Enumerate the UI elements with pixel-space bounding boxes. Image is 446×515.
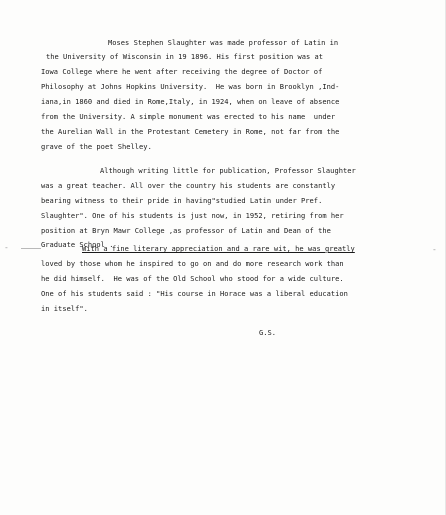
text-line: in itself". bbox=[41, 304, 88, 313]
text-line: loved by those whom he inspired to go on and do more research work than bbox=[41, 259, 344, 268]
text-line: he did himself. He was of the Old School who stood for a wide culture. bbox=[41, 274, 344, 283]
text-line: With a fine literary appreciation and a rare wit, he was greatly bbox=[82, 244, 355, 253]
text-line: the University of Wisconsin in 19 1896. His first position was at bbox=[46, 52, 324, 61]
text-line: Moses Stephen Slaughter was made professor of Latin in bbox=[108, 38, 339, 47]
text-line: from the University. A simple monument was erected to his name under bbox=[41, 112, 336, 121]
text-line: Iowa College where he went after receiving the degree of Doctor of bbox=[41, 67, 323, 76]
text-line: bearing witness to their pride in having"studied Latin under Pref. bbox=[41, 196, 323, 205]
text-line: One of his students said : "His course in Horace was a liberal education bbox=[41, 289, 348, 298]
margin-rule bbox=[21, 248, 41, 249]
text-line: Although writing little for publication, Professor Slaughter bbox=[100, 166, 356, 175]
text-line: position at Bryn Mawr College ,as professor of Latin and Dean of the bbox=[41, 226, 331, 235]
text-line: was a great teacher. All over the country his students are constantly bbox=[41, 181, 336, 190]
signature: G.S. bbox=[259, 328, 277, 337]
margin-mark: - bbox=[432, 245, 437, 254]
text-line: iana,in 1860 and died in Rome,Italy, in 1924, when on leave of absence bbox=[41, 97, 340, 106]
text-line: grave of the poet Shelley. bbox=[41, 142, 152, 151]
text-line: Philosophy at Johns Hopkins University. He was born in Brooklyn ,Ind- bbox=[41, 82, 340, 91]
margin-mark: - bbox=[4, 243, 9, 252]
text-line: the Aurelian Wall in the Protestant Cemetery in Rome, not far from the bbox=[41, 127, 340, 136]
text-line: Slaughter". One of his students is just now, in 1952, retiring from her bbox=[41, 211, 344, 220]
text-line: Graduate School . bbox=[41, 240, 114, 249]
